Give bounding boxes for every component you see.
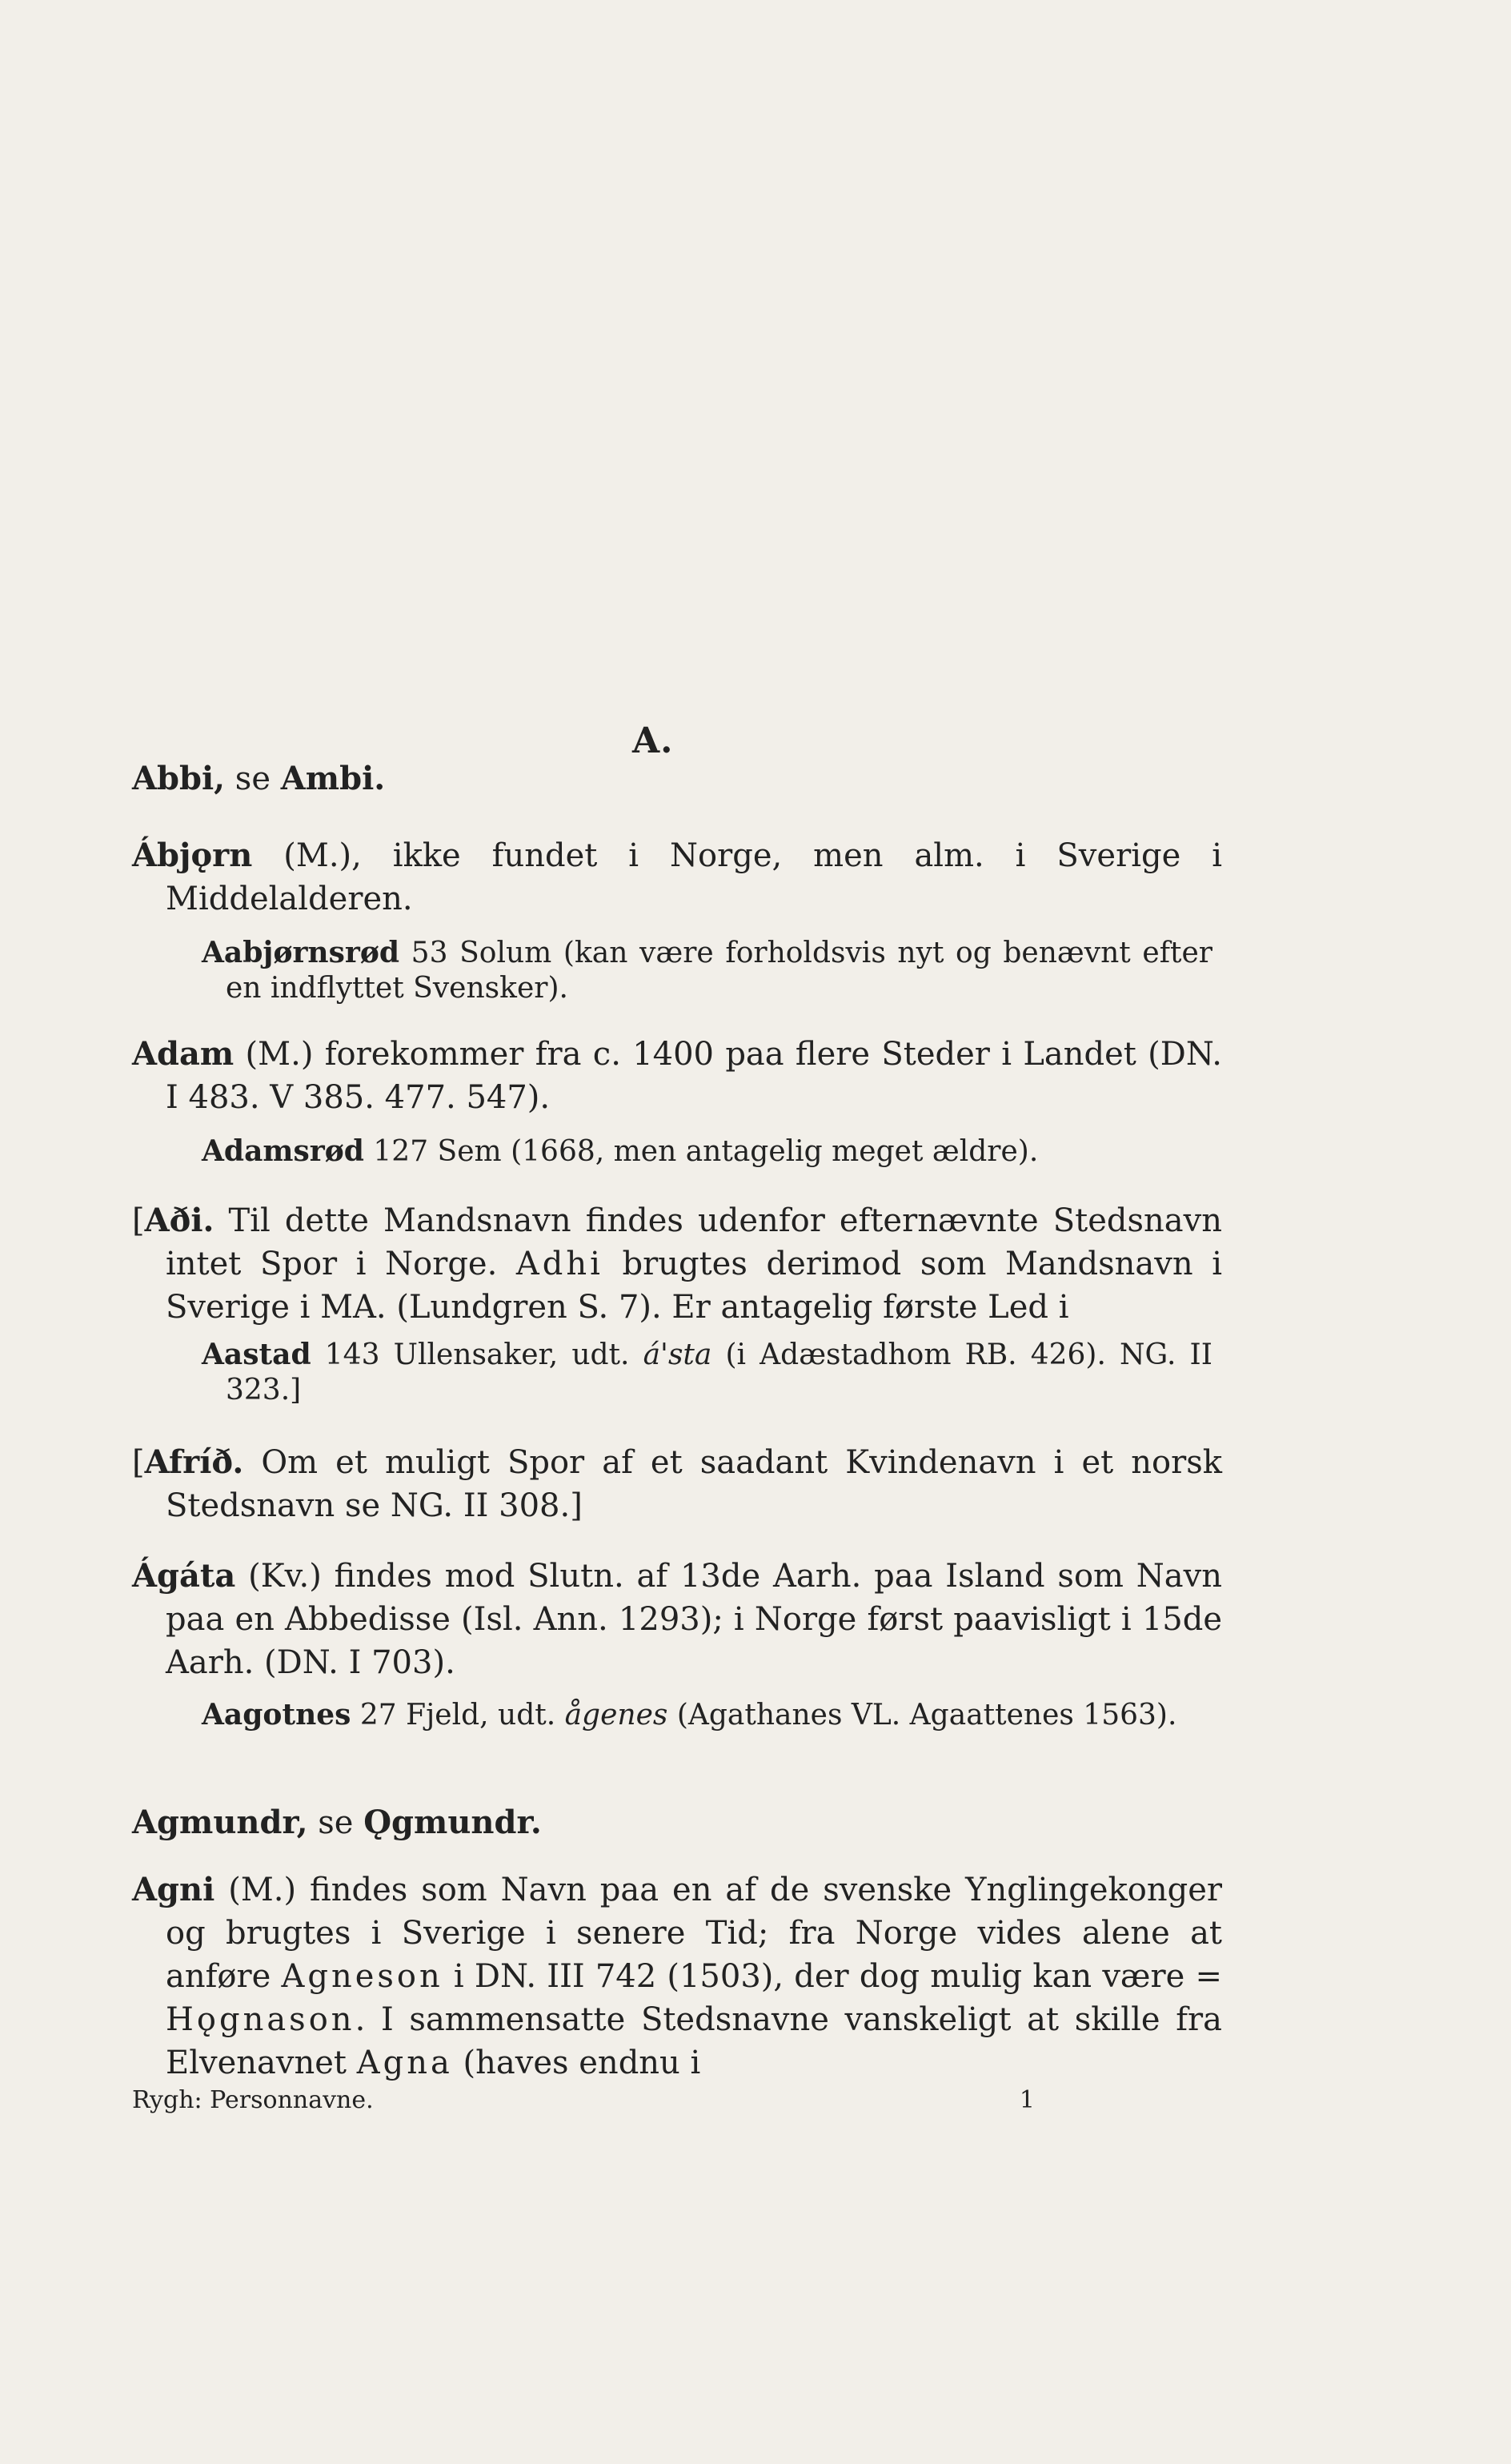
subentry-adamsrod: Adamsrød 127 Sem (1668, men antagelig meget ældre).: [202, 1134, 1039, 1168]
entry-abjorn: Ábjǫrn (M.), ikke fundet i Norge, men alm. i Sverige i Middelalderen.: [132, 837, 1222, 917]
entry-abbi: Abbi, se Ambi.: [132, 760, 386, 797]
headword: Aabjørnsrød: [202, 936, 400, 969]
subentry-aabjornsrod: Aabjørnsrød 53 Solum (kan være forholdsvis nyt og benævnt efter en indflyttet Svensker).: [202, 936, 1212, 1005]
entry-adam: Adam (M.) forekommer fra c. 1400 paa flere Steder i Landet (DN. I 483. V 385. 477. 547).: [132, 1035, 1222, 1116]
entry-agni: Agni (M.) findes som Navn paa en af de svenske Ynglingekonger og brugtes i Sverige i senere Tid; fra Norge vides alene at anføre Agneson i DN. III 742 (1503), der dog mulig kan være = Hǫgnason. I sammensatte Stedsnavne vanskeligt at skille fra Elvenavnet Agna (haves endnu i: [132, 1871, 1223, 2081]
running-footer: Rygh: Personnavne.: [132, 2086, 374, 2114]
entry-agmundr: Agmundr, se Ǫgmundr.: [132, 1804, 542, 1841]
headword: Adam: [132, 1035, 234, 1073]
headword: Abbi,: [132, 760, 226, 797]
headword: Adamsrød: [202, 1134, 364, 1168]
headword: Agni: [132, 1871, 215, 1908]
subentry-aagotnes: Aagotnes 27 Fjeld, udt. ågenes (Agathanes VL. Agaattenes 1563).: [202, 1698, 1177, 1732]
section-letter: A.: [632, 720, 674, 761]
page-footer: [132, 2086, 1188, 2115]
headword: Aði.: [144, 1202, 214, 1239]
headword: Ábjǫrn: [132, 837, 253, 874]
headword: Ágáta: [132, 1557, 236, 1595]
headword: Aagotnes: [202, 1698, 351, 1732]
headword: Aastad: [202, 1338, 311, 1371]
headword: Afríð.: [144, 1443, 244, 1481]
headword: Agmundr,: [132, 1804, 308, 1841]
subentry-aastad: Aastad 143 Ullensaker, udt. á'sta (i Adæstadhom RB. 426). NG. II 323.]: [202, 1338, 1212, 1407]
entry-afrid: [Afríð. Om et muligt Spor af et saadant Kvindenavn i et norsk Stedsnavn se NG. II 308.]: [132, 1443, 1222, 1524]
page-number: 1: [1019, 2086, 1035, 2114]
entry-agata: Ágáta (Kv.) findes mod Slutn. af 13de Aarh. paa Island som Navn paa en Abbedisse (Isl. Ann. 1293); i Norge først paavisligt i 15de Aarh. (DN. I 703).: [132, 1557, 1222, 1681]
entry-adi: [Aði. Til dette Mandsnavn findes udenfor efternævnte Stedsnavn intet Spor i Norge. Adhi brugtes derimod som Mandsnavn i Sverige i MA. (Lundgren S. 7). Er antagelig første Led i: [132, 1202, 1223, 1326]
